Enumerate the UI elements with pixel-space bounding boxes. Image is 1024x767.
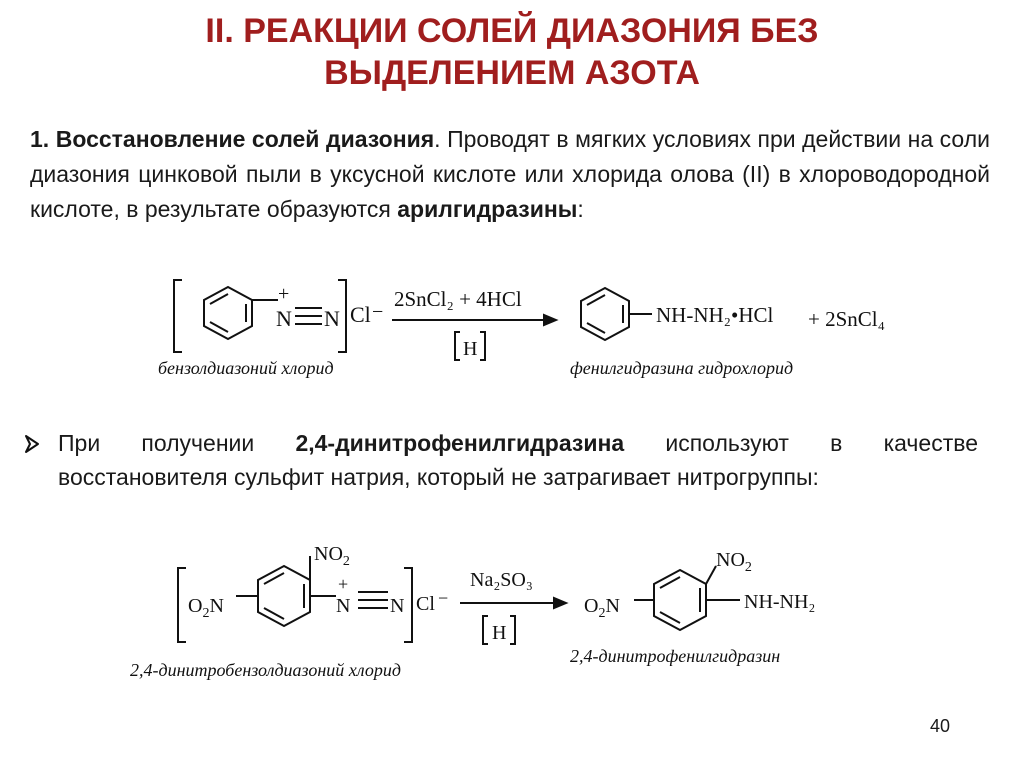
para-text: . Проводят в мягких условиях при действии на соли диазония цинковой пыли в уксусной кислоте или хлорида олова (II) в хлороводородной кислоте, в результате образуются bbox=[30, 126, 990, 222]
title-line-1: II. РЕАКЦИИ СОЛЕЙ ДИАЗОНИЯ БЕЗ bbox=[205, 12, 819, 50]
para2-text-start: При получении bbox=[58, 430, 296, 456]
title-line-2: ВЫДЕЛЕНИЕМ АЗОТА bbox=[324, 54, 700, 92]
product-1-group: NH-NH₂•HCl bbox=[656, 303, 774, 327]
chloride-label: Cl bbox=[350, 302, 371, 327]
reagent-2-bottom: H bbox=[492, 622, 507, 644]
para2-bold: 2,4-динитрофенилгидразина bbox=[295, 430, 625, 456]
minus-label-2: − bbox=[438, 588, 449, 608]
reagent-1-top: 2SnCl₂ + 4HCl bbox=[394, 287, 522, 311]
chloride-label-2: Cl bbox=[416, 593, 435, 615]
o2n-group-1: $O_2N$ bbox=[188, 595, 224, 621]
reactant-2-label: 2,4-динитробензолдиазоний хлорид bbox=[130, 660, 401, 680]
reagent-2-top: Na₂SO₃ bbox=[470, 569, 533, 591]
n-atom-3: N bbox=[336, 595, 351, 617]
minus-label: − bbox=[372, 301, 384, 323]
para-bold-lead: 1. Восстановление солей диазония bbox=[30, 126, 435, 152]
n-atom-1: N bbox=[276, 306, 292, 331]
product-2-label: 2,4-динитрофенилгидразин bbox=[570, 646, 781, 666]
product-1-label: фенилгидразина гидрохлорид bbox=[570, 358, 794, 378]
n-atom-2: N bbox=[324, 306, 340, 331]
reagent-1-bottom: H bbox=[463, 338, 478, 360]
product-2-group: NH-NH₂ bbox=[744, 591, 816, 613]
page-number: 40 bbox=[930, 716, 951, 736]
n-plus-label: + bbox=[278, 283, 290, 305]
para2-text-end: используют в качестве восстановителя сульфит натрия, который не затрагивает нитрогруппы: bbox=[58, 430, 978, 490]
para-bold-term: арилгидразины bbox=[397, 196, 578, 222]
n-plus-label-2: + bbox=[338, 574, 349, 594]
n-atom-4: N bbox=[390, 595, 405, 617]
byproduct-1: + 2SnCl₄ bbox=[808, 307, 885, 331]
reaction-2 bbox=[178, 556, 740, 644]
no2-group-2: $NO_2$ bbox=[716, 549, 752, 575]
reactant-1-label: бензолдиазоний хлорид bbox=[158, 358, 334, 378]
no2-group-1: $NO_2$ bbox=[314, 543, 350, 569]
o2n-group-2: $O_2N$ bbox=[584, 595, 620, 621]
para-tail: : bbox=[577, 196, 584, 222]
